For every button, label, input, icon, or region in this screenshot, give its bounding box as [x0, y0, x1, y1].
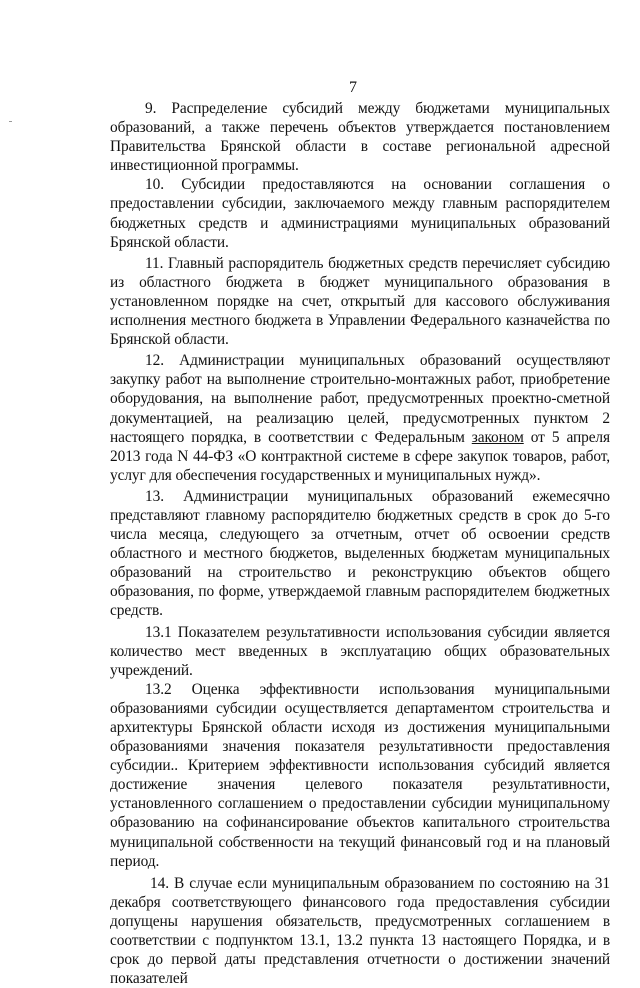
- paragraph-9: 9. Распределение субсидий между бюджетами муниципальных образований, а также перечень объектов утверждается постановлением Правительства Брянской области в составе региональной адресной инвестиционной программы.: [110, 100, 610, 175]
- paragraph-14: 14. В случае если муниципальным образованием по состоянию на 31 декабря соответствующего финансового года предоставления субсидии допущены нарушения обязательств, предусмотренных соглашением в соответствии с подпунктом 13.1, 13.2 пункта 13 настоящего Порядка, и в срок до первой даты представления отчетности о достижении значений показателей: [110, 874, 610, 988]
- federal-law-link[interactable]: законом: [471, 428, 524, 446]
- paragraph-11: 11. Главный распорядитель бюджетных средств перечисляет субсидию из областного бюджета в бюджет муниципального образования в установленном порядке на счет, открытый для кассового обслуживания исполнения местного бюджета в Управлении Федерального казначейства по Брянской области.: [110, 254, 610, 349]
- paragraph-10: 10. Субсидии предоставляются на основании соглашения о предоставлении субсидии, заключаемого между главным распорядителем бюджетных средств и администрациями муниципальных образований Брянской области.: [110, 176, 610, 251]
- paragraph-13-1: 13.1 Показателем результативности использования субсидии является количество мест введенных в эксплуатацию общих образовательных учреждений.: [110, 623, 610, 679]
- page-number: 7: [349, 79, 357, 96]
- paragraph-12: [110, 351, 610, 485]
- paragraph-13: 13. Администрации муниципальных образований ежемесячно представляют главному распорядителю бюджетных средств в срок до 5-го числа месяца, следующего за отчетным, отчет об освоении средств областного и местного бюджетов, выделенных бюджетам муниципальных образований на строительство и реконструкцию объектов общего образования, по форме, утверждаемой главным распорядителем бюджетных средств.: [110, 487, 610, 620]
- paragraph-12-text-start: 12. Администрации муниципальных образований осуществляют закупку работ на выполнение строительно-монтажных работ, приобретение оборудования, на выполнение работ, предусмотренных проектно-сметной документацией, на реализацию целей, предусмотренных пунктом 2 настоящего порядка, в соответствии с Федеральным: [110, 352, 610, 446]
- paragraph-13-2: 13.2 Оценка эффективности использования муниципальными образованиями субсидии осуществляется департаментом строительства и архитектуры Брянской области исходя из достижения муниципальными образованиями значения показателя результативности предоставления субсидии.. Критерием эффективности использования субсидий является достижение значения целевого показателя результативности, установленного соглашением о предоставлении субсидии муниципальному образованию на софинансирование объектов капитального строительства муниципальной собственности на текущий финансовый год и на плановый период.: [110, 680, 610, 870]
- paragraph-12-text-end: от 5 апреля 2013 года N 44-ФЗ «О контрактной системе в сфере закупок товаров, работ, услуг для обеспечения государственных и муниципальных нужд».: [110, 428, 610, 484]
- document-body: [110, 96, 610, 988]
- margin-mark: [9, 121, 12, 122]
